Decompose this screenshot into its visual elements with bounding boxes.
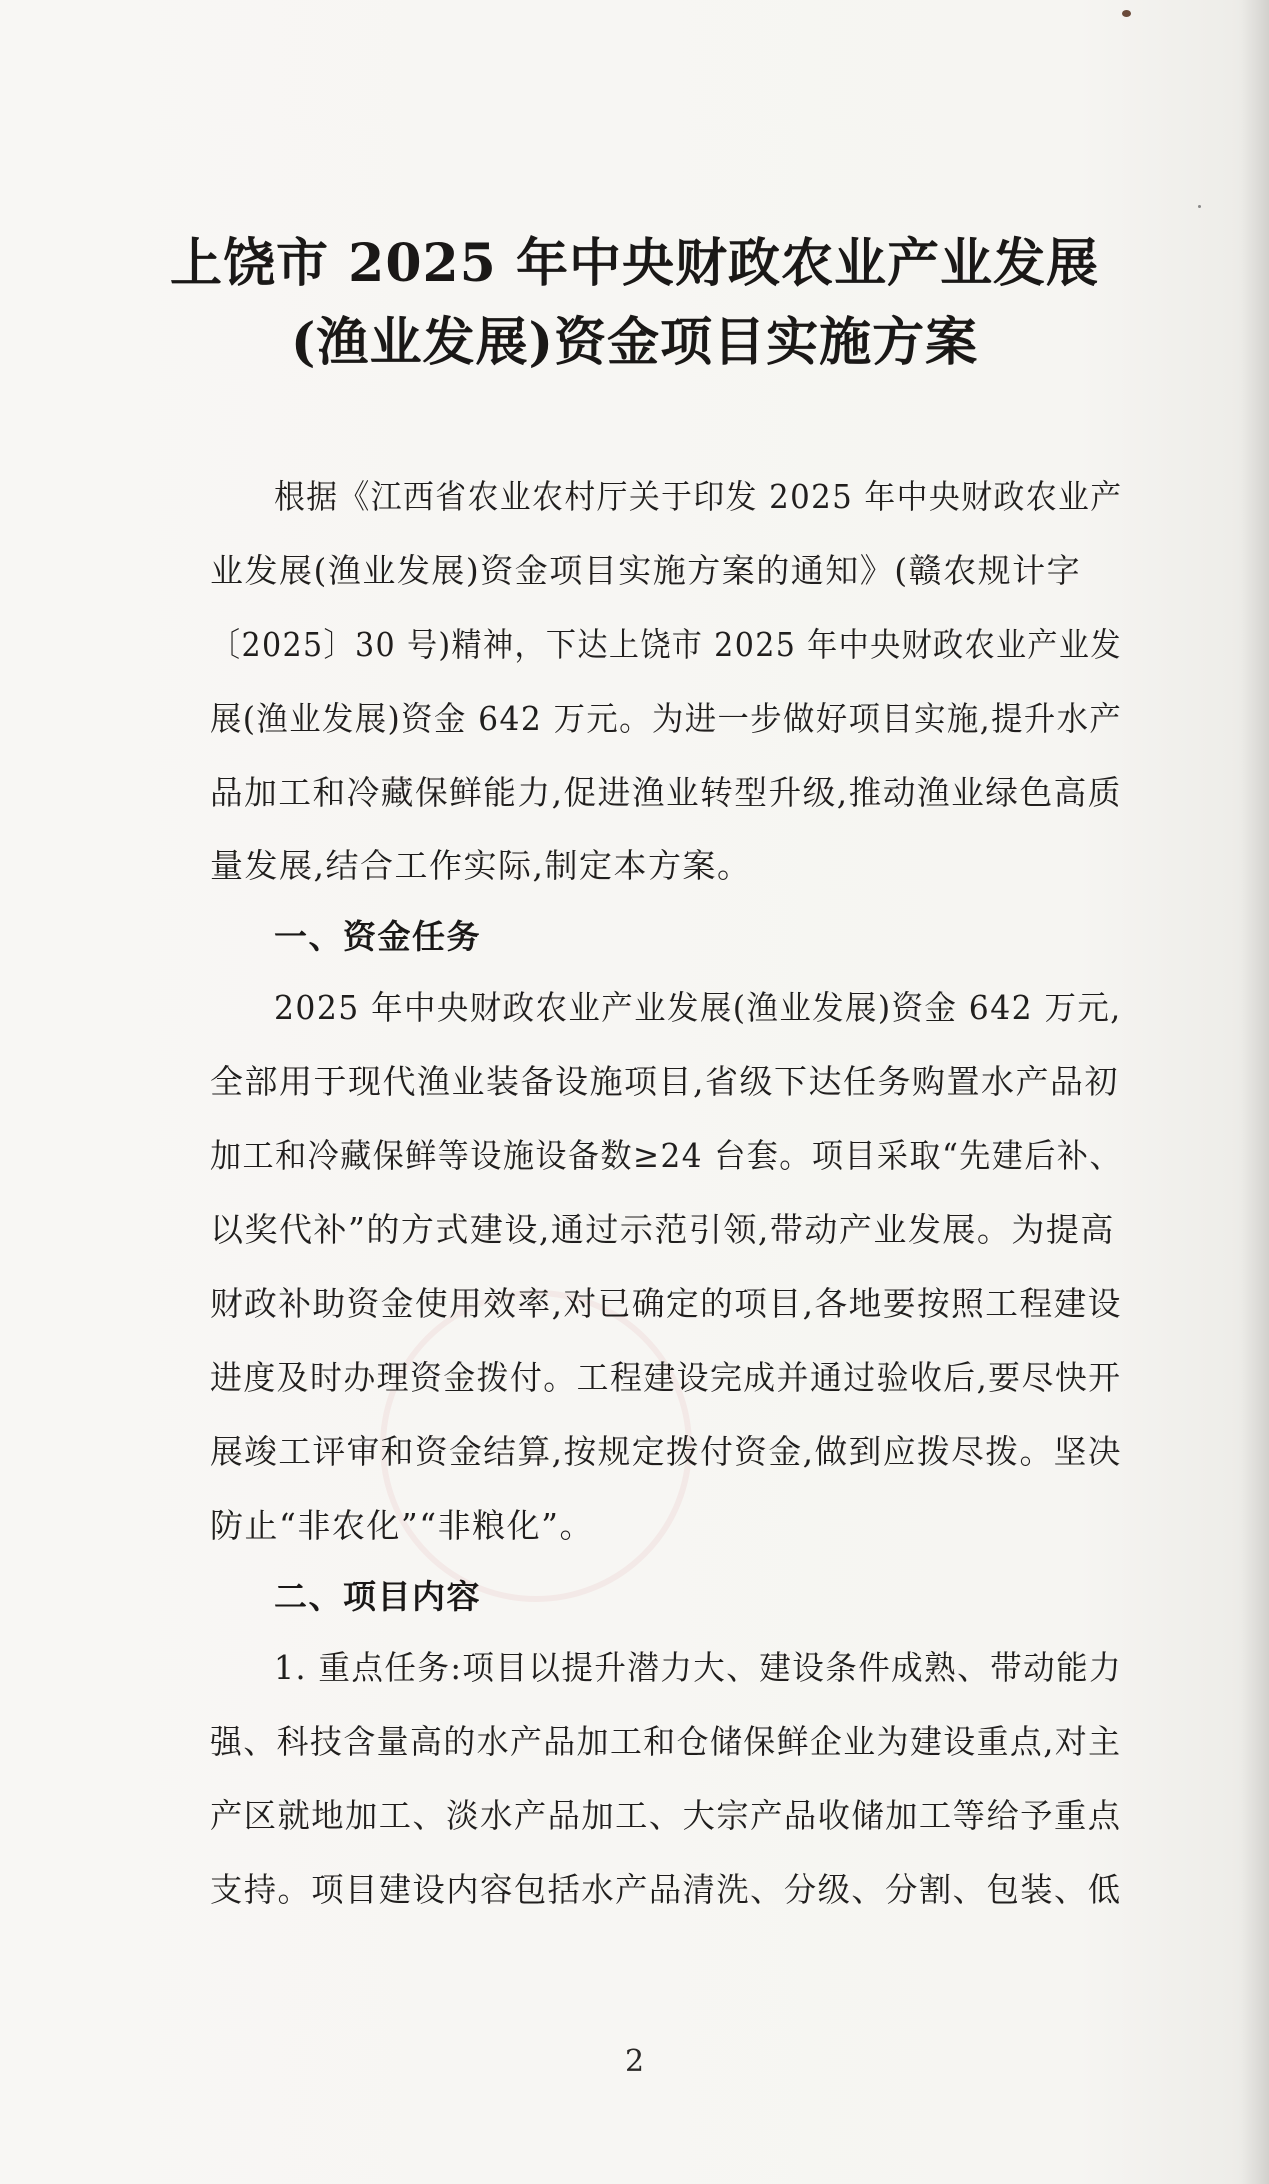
section1-line-4: 以奖代补”的方式建设,通过示范引领,带动产业发展。为提高 (210, 1210, 1115, 1249)
intro-line-4: 展(渔业发展)资金 642 万元。为进一步做好项目实施,提升水产 (210, 699, 1123, 738)
section1-line-5: 财政补助资金使用效率,对已确定的项目,各地要按照工程建设 (210, 1284, 1122, 1323)
section2-line-2: 强、科技含量高的水产品加工和仓储保鲜企业为建设重点,对主 (210, 1722, 1122, 1761)
scan-speck (1122, 10, 1131, 17)
section-heading-funding-tasks: 一、资金任务 (274, 917, 481, 956)
intro-line-1: 根据《江西省农业农村厅关于印发 2025 年中央财政农业产 (274, 477, 1123, 516)
page-number: 2 (624, 2044, 645, 2079)
section1-line-1: 2025 年中央财政农业产业发展(渔业发展)资金 642 万元, (274, 988, 1122, 1027)
section1-line-6: 进度及时办理资金拨付。工程建设完成并通过验收后,要尽快开 (210, 1358, 1122, 1397)
intro-line-3: 〔2025〕30 号)精神，下达上饶市 2025 年中央财政农业产业发 (210, 625, 1122, 664)
section1-line-3: 加工和冷藏保鲜等设施设备数≥24 台套。项目采取“先建后补、 (210, 1136, 1122, 1175)
section-heading-project-content: 二、项目内容 (274, 1577, 481, 1616)
section1-line-2: 全部用于现代渔业装备设施项目,省级下达任务购置水产品初 (210, 1062, 1119, 1101)
intro-line-6: 量发展,结合工作实际,制定本方案。 (210, 846, 752, 885)
document-title-line-2: (渔业发展)资金项目实施方案 (290, 312, 979, 373)
section1-line-7: 展竣工评审和资金结算,按规定拨付资金,做到应拨尽拨。坚决 (210, 1432, 1122, 1471)
section2-line-1: 1. 重点任务:项目以提升潜力大、建设条件成熟、带动能力 (274, 1648, 1123, 1687)
document-title-line-1: 上饶市 2025 年中央财政农业产业发展 (170, 233, 1099, 294)
section2-line-3: 产区就地加工、淡水产品加工、大宗产品收储加工等给予重点 (210, 1796, 1122, 1835)
scan-speck (1198, 205, 1201, 208)
intro-line-5: 品加工和冷藏保鲜能力,促进渔业转型升级,推动渔业绿色高质 (210, 773, 1122, 812)
intro-line-2: 业发展(渔业发展)资金项目实施方案的通知》(赣农规计字 (210, 551, 1082, 590)
section1-line-8: 防止“非农化”“非粮化”。 (210, 1506, 594, 1545)
section2-line-4: 支持。项目建设内容包括水产品清洗、分级、分割、包装、低 (210, 1870, 1122, 1909)
